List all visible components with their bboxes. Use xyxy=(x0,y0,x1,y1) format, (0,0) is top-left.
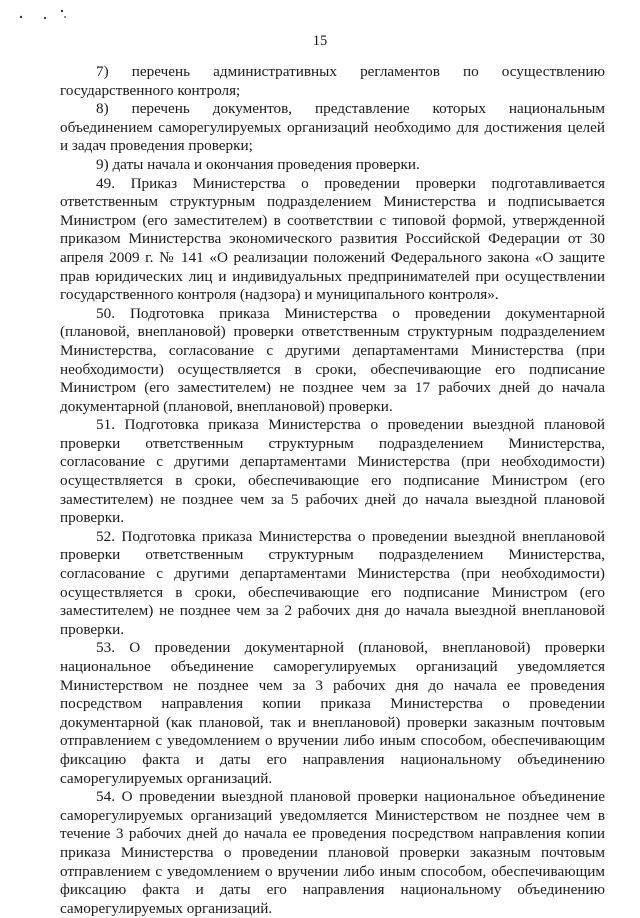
paragraph-54: 54. О проведении выездной плановой проверки национальное объединение саморегулируемых организаций уведомляется Министерством не позднее чем в течение 3 рабочих дней до начала ее проведения посредством направления копии приказа Министерства о проведении плановой проверки заказным почтовым отправлением с уведомлением о вручении либо иным способом, обеспечивающим фиксацию факта и даты его направления национальному объединению саморегулируемых организаций. xyxy=(60,788,605,917)
paragraph-49: 49. Приказ Министерства о проведении проверки подготавливается ответственным структурным подразделением Министерства и подписывается Министром (его заместителем) в соответствии с типовой формой, утвержденной приказом Министерства экономического развития Российской Федерации от 30 апреля 2009 г. № 141 «О реализации положений Федерального закона «О защите прав юридических лиц и индивидуальных предпринимателей при осуществлении государственного контроля (надзора) и муниципального контроля». xyxy=(60,174,605,304)
paragraph-50: 50. Подготовка приказа Министерства о проведении документарной (плановой, внеплановой) проверки ответственным структурным подразделением Министерства, согласование с другими департаментами Министерства (при необходимости) осуществляется в сроки, обеспечивающие его подписание Министром (его заместителем) не позднее чем за 17 рабочих дней до начала документарной (плановой, внеплановой) проверки. xyxy=(60,304,605,415)
page-number: 15 xyxy=(312,33,328,49)
paragraph-item-7: 7) перечень административных регламентов по осуществлению государственного контроля; xyxy=(60,63,605,99)
paragraph-item-9: 9) даты начала и окончания проведения проверки. xyxy=(96,155,420,173)
paragraph-51: 51. Подготовка приказа Министерства о проведении выездной плановой проверки ответственным структурным подразделением Министерства, согласование с другими департаментами Министерства (при необходимости) осуществляется в сроки, обеспечивающие его подписание Министром (его заместителем) не позднее чем за 5 рабочих дней до начала выездной плановой проверки. xyxy=(60,416,605,527)
scan-artifact-marks xyxy=(18,8,78,20)
paragraph-53: 53. О проведении документарной (плановой, внеплановой) проверки национальное объединение саморегулируемых организаций уведомляется Министерством не позднее чем за 3 рабочих дня до начала ее проведения посредством направления копии приказа Министерства о проведении документарной (как плановой, так и внеплановой) проверки заказным почтовым отправлением с уведомлением о вручении либо иным способом, обеспечивающим фиксацию факта и даты его направления национальному объединению саморегулируемых организаций. xyxy=(60,639,605,787)
document-body xyxy=(60,63,605,918)
paragraph-item-8: 8) перечень документов, представление которых национальным объединением саморегулируемых организаций необходимо для достижения целей и задач проведения проверки; xyxy=(60,100,605,155)
paragraph-52: 52. Подготовка приказа Министерства о проведении выездной внеплановой проверки ответственным структурным подразделением Министерства, согласование с другими департаментами Министерства (при необходимости) осуществляется в сроки, обеспечивающие его подписание Министром (его заместителем) не позднее чем за 2 рабочих дня до начала выездной внеплановой проверки. xyxy=(60,527,605,638)
